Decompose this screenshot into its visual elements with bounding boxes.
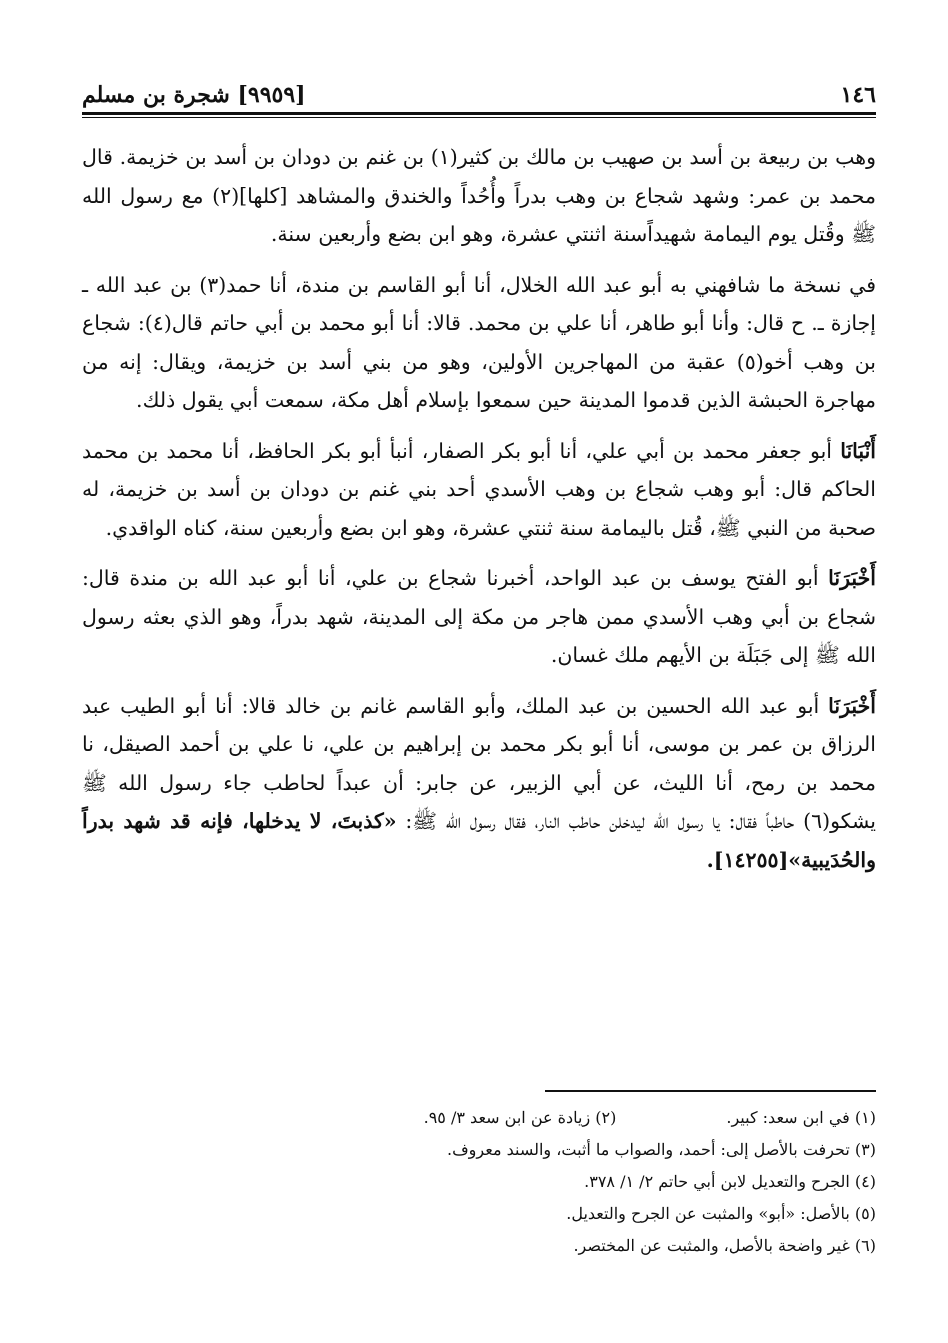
footnote-text: زيادة عن ابن سعد ٣/ ٩٥.	[423, 1108, 591, 1127]
page-header	[82, 74, 876, 108]
footnote-number: (١)	[854, 1108, 876, 1127]
footnote-number: (٤)	[854, 1172, 876, 1191]
footnote-number: (٦)	[854, 1236, 876, 1255]
footnote-rule	[545, 1090, 876, 1092]
footnote-text: غير واضحة بالأصل، والمثبت عن المختصر.	[573, 1236, 850, 1255]
footnote-text: بالأصل: «أبو» والمثبت عن الجرح والتعديل.	[566, 1204, 850, 1223]
footnote-row	[82, 1102, 876, 1134]
footnote-text: الجرح والتعديل لابن أبي حاتم ٢/ ١/ ٣٧٨.	[584, 1172, 850, 1191]
header-rule	[82, 112, 876, 118]
paragraph-text: أبو جعفر محمد بن أبي علي، أنا أبو بكر الصفار، أنبأ أبو بكر الحافظ، أنا محمد بن محمد الحاكم قال: أبو وهب شجاع بن وهب الأسدي أحد بني غنم بن دودان بن أسد بن خزيمة، له صحبة من النبي ﷺ، قُتل باليمامة سنة ثنتي عشرة، وهو ابن بضع وأربعين سنة، كناه الواقدي.	[82, 438, 876, 540]
paragraph-text: وهب بن ربيعة بن أسد بن صهيب بن مالك بن كثير(١) بن غنم بن دودان بن أسد بن خزيمة. قال محمد بن عمر: وشهد شجاع بن وهب بدراً وأُحُداً والخندق والمشاهد [كلها](٢) مع رسول الله ﷺ وقُتل يوم اليمامة شهيداًسنة اثنتي عشرة، وهو ابن بضع وأربعين سنة.	[82, 145, 877, 246]
transmission-keyword: أَخْبَرَنَا	[828, 693, 876, 718]
transmission-keyword: أَخْبَرَنَا	[828, 566, 876, 590]
footnote-text: تحرفت بالأصل إلى: أحمد، والصواب ما أثبت، والسند معروف.	[447, 1140, 850, 1159]
paragraph-2	[82, 266, 876, 420]
footnote-6	[82, 1230, 876, 1262]
paragraph-1	[82, 138, 876, 254]
footnote-3	[82, 1134, 876, 1166]
paragraph-3	[82, 432, 876, 548]
main-text	[82, 138, 876, 891]
paragraph-4	[82, 559, 876, 675]
running-title: [٩٩٥٩] شجرة بن مسلم	[82, 82, 306, 108]
page-number: ١٤٦	[840, 82, 876, 108]
footnote-number: (٢)	[595, 1108, 617, 1127]
footnote-number: (٣)	[854, 1140, 876, 1159]
transmission-keyword: أَنْبَانَا	[840, 438, 876, 463]
footnote-5	[82, 1198, 876, 1230]
paragraph-text: في نسخة ما شافهني به أبو عبد الله الخلال، أنا أبو القاسم بن مندة، أنا حمد(٣) بن عبد الله ـ إجازة ـ. ح قال: وأنا أبو طاهر، أنا علي بن محمد. قالا: أنا أبو محمد بن أبي حاتم قال(٤): شجاع بن وهب أخو(٥) عقبة من المهاجرين الأولين، وهو من بني أسد بن خزيمة، ويقال: إنه من مهاجرة الحبشة الذين قدموا المدينة حين سمعوا بإسلام أهل مكة، سمعت أبي يقول ذلك.	[82, 272, 877, 412]
footnote-1	[726, 1102, 876, 1134]
footnote-number: (٥)	[854, 1204, 876, 1223]
paragraph-5	[82, 687, 876, 880]
footnotes	[82, 1102, 876, 1262]
paragraph-text: أبو عبد الله الحسين بن عبد الملك، وأبو القاسم غانم بن خالد قالا: أنا أبو الطيب عبد الرزاق بن عمر بن موسى، أنا أبو بكر محمد بن إبراهيم بن علي، نا علي بن أحمد الصيقل، نا محمد بن رمح، أنا الليث، عن أبي الزبير، عن جابر: أن عبداً لحاطب جاء رسول الله ﷺ يشكو(٦) حاطباً فقال: يا رسول الله ليدخلن حاطب النار، فقال رسول الله ﷺ:	[82, 693, 876, 833]
footnote-text: في ابن سعد: كبير.	[726, 1108, 850, 1127]
footnote-2	[424, 1102, 617, 1134]
paragraph-text: أبو الفتح يوسف بن عبد الواحد، أخبرنا شجاع بن علي، أنا أبو عبد الله بن مندة قال: شجاع بن أبي وهب الأسدي ممن هاجر من مكة إلى المدينة، شهد بدراً، وهو الذي بعثه رسول الله ﷺ إلى جَبَلَة بن الأيهم ملك غسان.	[82, 566, 876, 667]
hadith-quote: «كذبتَ، لا يدخلها، فإنه قد شهد بدراً والحُدَيبية»[١٤٢٥٥].	[82, 809, 876, 872]
footnote-4	[82, 1166, 876, 1198]
